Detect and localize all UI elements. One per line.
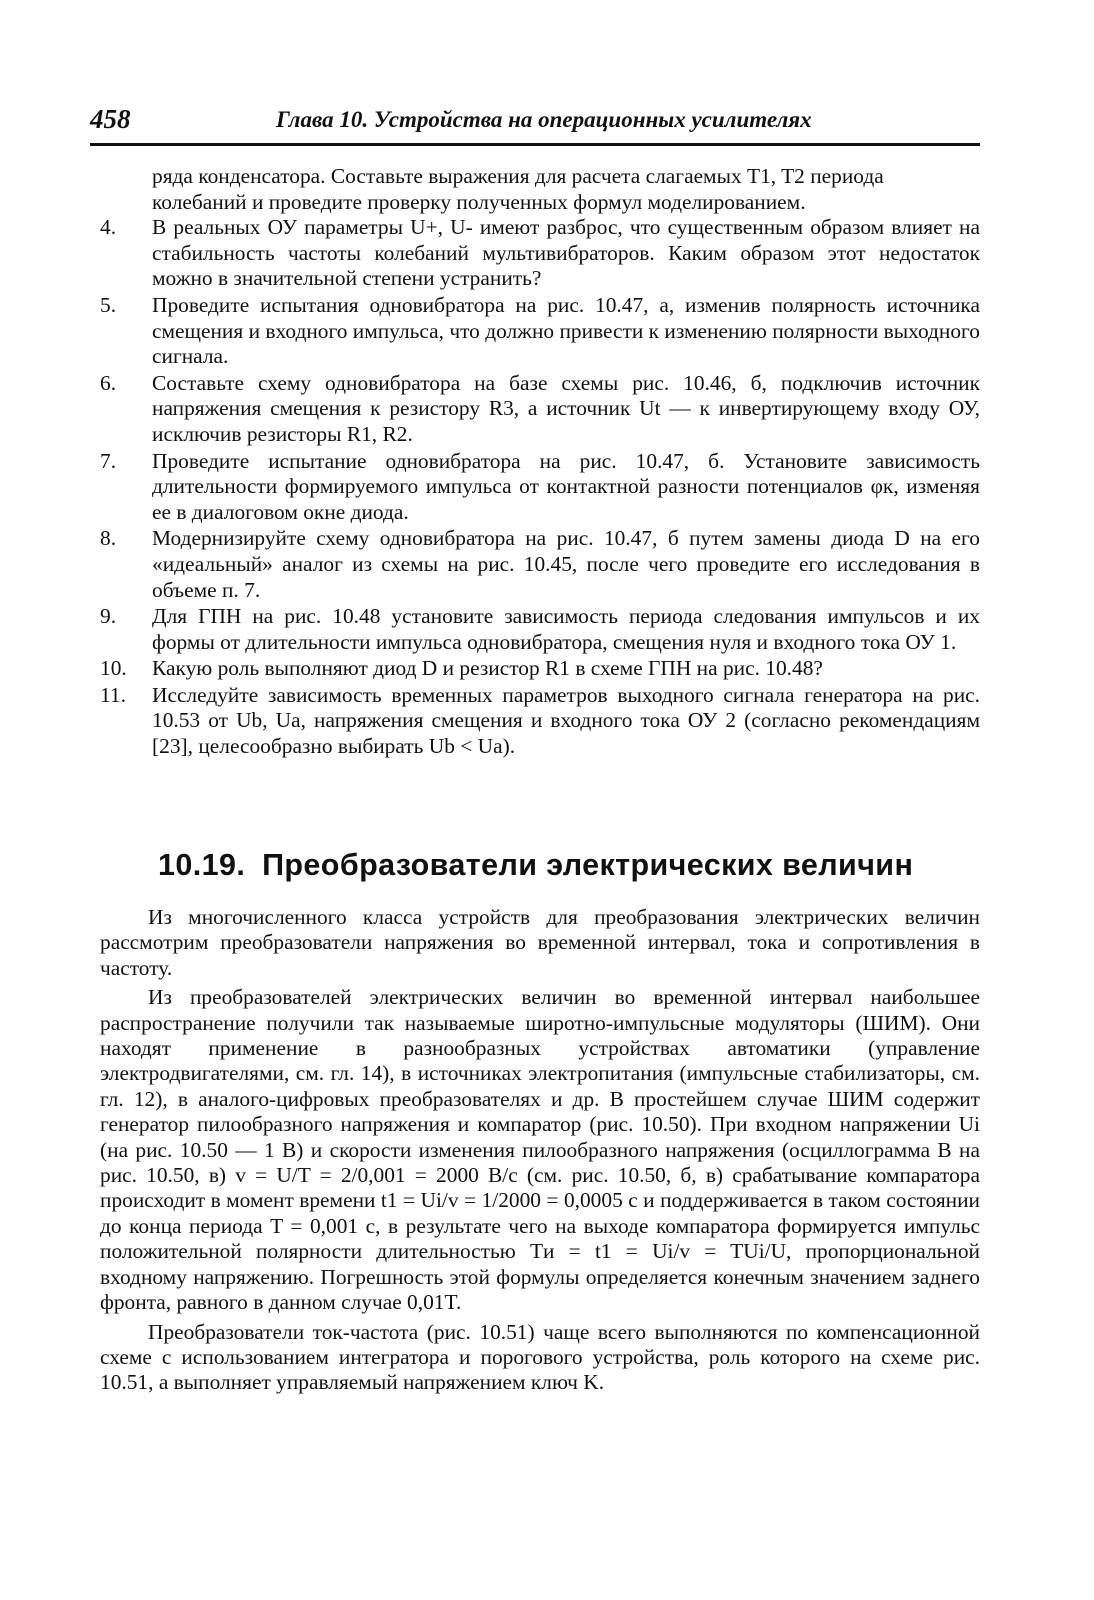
exercise-text: Модернизируйте схему одновибратора на рис. 10.47, б путем замены диода D на его «идеальный» аналог из схемы на рис. 10.45, после чего проведите его исследования в объеме п. 7. <box>152 526 980 602</box>
page-number: 458 <box>90 104 131 134</box>
body-text <box>100 905 980 1400</box>
exercise-number: 4. <box>100 215 117 240</box>
paragraph: Из многочисленного класса устройств для преобразования электрических величин рассмотрим преобразователи напряжения во временной интервал, тока и сопротивления в частоту. <box>100 905 980 980</box>
exercise-item <box>100 371 980 448</box>
exercise-text: Проведите испытание одновибратора на рис. 10.47, б. Установите зависимость длительности формируемого импульса от контактной разности потенциалов φк, изменяя ее в диалоговом окне диода. <box>152 448 980 524</box>
exercise-item <box>100 683 980 760</box>
exercise-item <box>100 293 980 370</box>
section-title: Преобразователи электрических величин <box>262 848 914 882</box>
exercise-continuation: ряда конденсатора. Составьте выражения для расчета слагаемых T1, T2 периода колебаний и проведите проверку полученных формул моделированием. <box>152 164 884 214</box>
exercise-number: 8. <box>100 526 117 551</box>
section-heading <box>158 848 913 883</box>
exercise-item <box>100 526 980 603</box>
exercise-item <box>100 604 980 655</box>
running-header <box>90 104 980 140</box>
exercise-number: 11. <box>100 682 126 707</box>
exercise-number: 10. <box>100 656 127 681</box>
header-rule <box>90 143 980 146</box>
exercise-text: Исследуйте зависимость временных параметров выходного сигнала генератора на рис. 10.53 от Ub, Ua, напряжения смещения и входного тока ОУ 2 (согласно рекомендациям [23], целесообразно выбирать Ub < Ua). <box>152 682 980 759</box>
exercise-item <box>100 656 980 682</box>
exercise-number: 7. <box>100 448 117 473</box>
section-number: 10.19. <box>158 848 246 882</box>
paragraph: Преобразователи ток-частота (рис. 10.51) чаще всего выполняются по компенсационной схеме с использованием интегратора и порогового устройства, роль которого на схеме рис. 10.51, а выполняет управляемый напряжением ключ K. <box>100 1319 980 1395</box>
exercise-item <box>100 215 980 292</box>
running-title: Глава 10. Устройства на операционных усилителях <box>276 107 812 132</box>
exercise-text: В реальных ОУ параметры U+, U- имеют разброс, что существенным образом влияет на стабильность частоты колебаний мультивибраторов. Каким образом этот недостаток можно в значительной степени устранить? <box>152 215 980 291</box>
exercise-number: 9. <box>100 604 117 629</box>
exercise-number: 5. <box>100 292 117 317</box>
exercise-text: Для ГПН на рис. 10.48 установите зависимость периода следования импульсов и их формы от длительности импульса одновибратора, смещения нуля и входного тока ОУ 1. <box>152 604 980 654</box>
exercise-text: Какую роль выполняют диод D и резистор R1 в схеме ГПН на рис. 10.48? <box>152 656 823 681</box>
exercise-list <box>100 164 980 761</box>
exercise-text: Проведите испытания одновибратора на рис. 10.47, а, изменив полярность источника смещения и входного импульса, что должно привести к изменению полярности выходного сигнала. <box>152 292 980 369</box>
exercise-number: 6. <box>100 370 117 395</box>
paragraph: Из преобразователей электрических величин во временной интервал наибольшее распространение получили так называемые широтно-импульсные модуляторы (ШИМ). Они находят применение в разнообразных устройствах автоматики (управление электродвигателями, см. гл. 14), в источниках электропитания (импульсные стабилизаторы, см. гл. 12), в аналого-цифровых преобразователях и др. В простейшем случае ШИМ содержит генератор пилообразного напряжения и компаратор (рис. 10.50). При входном напряжении Ui (на рис. 10.50 — 1 В) и скорости изменения пилообразного напряжения (осциллограмма В на рис. 10.50, в) v = U/T = 2/0,001 = 2000 В/с (см. рис. 10.50, б, в) срабатывание компаратора происходит в момент времени t1 = Ui/v = 1/2000 = 0,0005 с и поддерживается в таком состоянии до конца периода T = 0,001 с, в результате чего на выходе компаратора формируется импульс положительной полярности длительностью Tи = t1 = Ui/v = TUi/U, пропорциональной входному напряжению. Погрешность этой формулы определяется конечным значением заднего фронта, равного в данном случае 0,01T. <box>100 985 980 1315</box>
exercise-text: Составьте схему одновибратора на базе схемы рис. 10.46, б, подключив источник напряжения смещения к резистору R3, а источник Ut — к инвертирующему входу ОУ, исключив резисторы R1, R2. <box>152 370 980 446</box>
exercise-item <box>100 449 980 526</box>
